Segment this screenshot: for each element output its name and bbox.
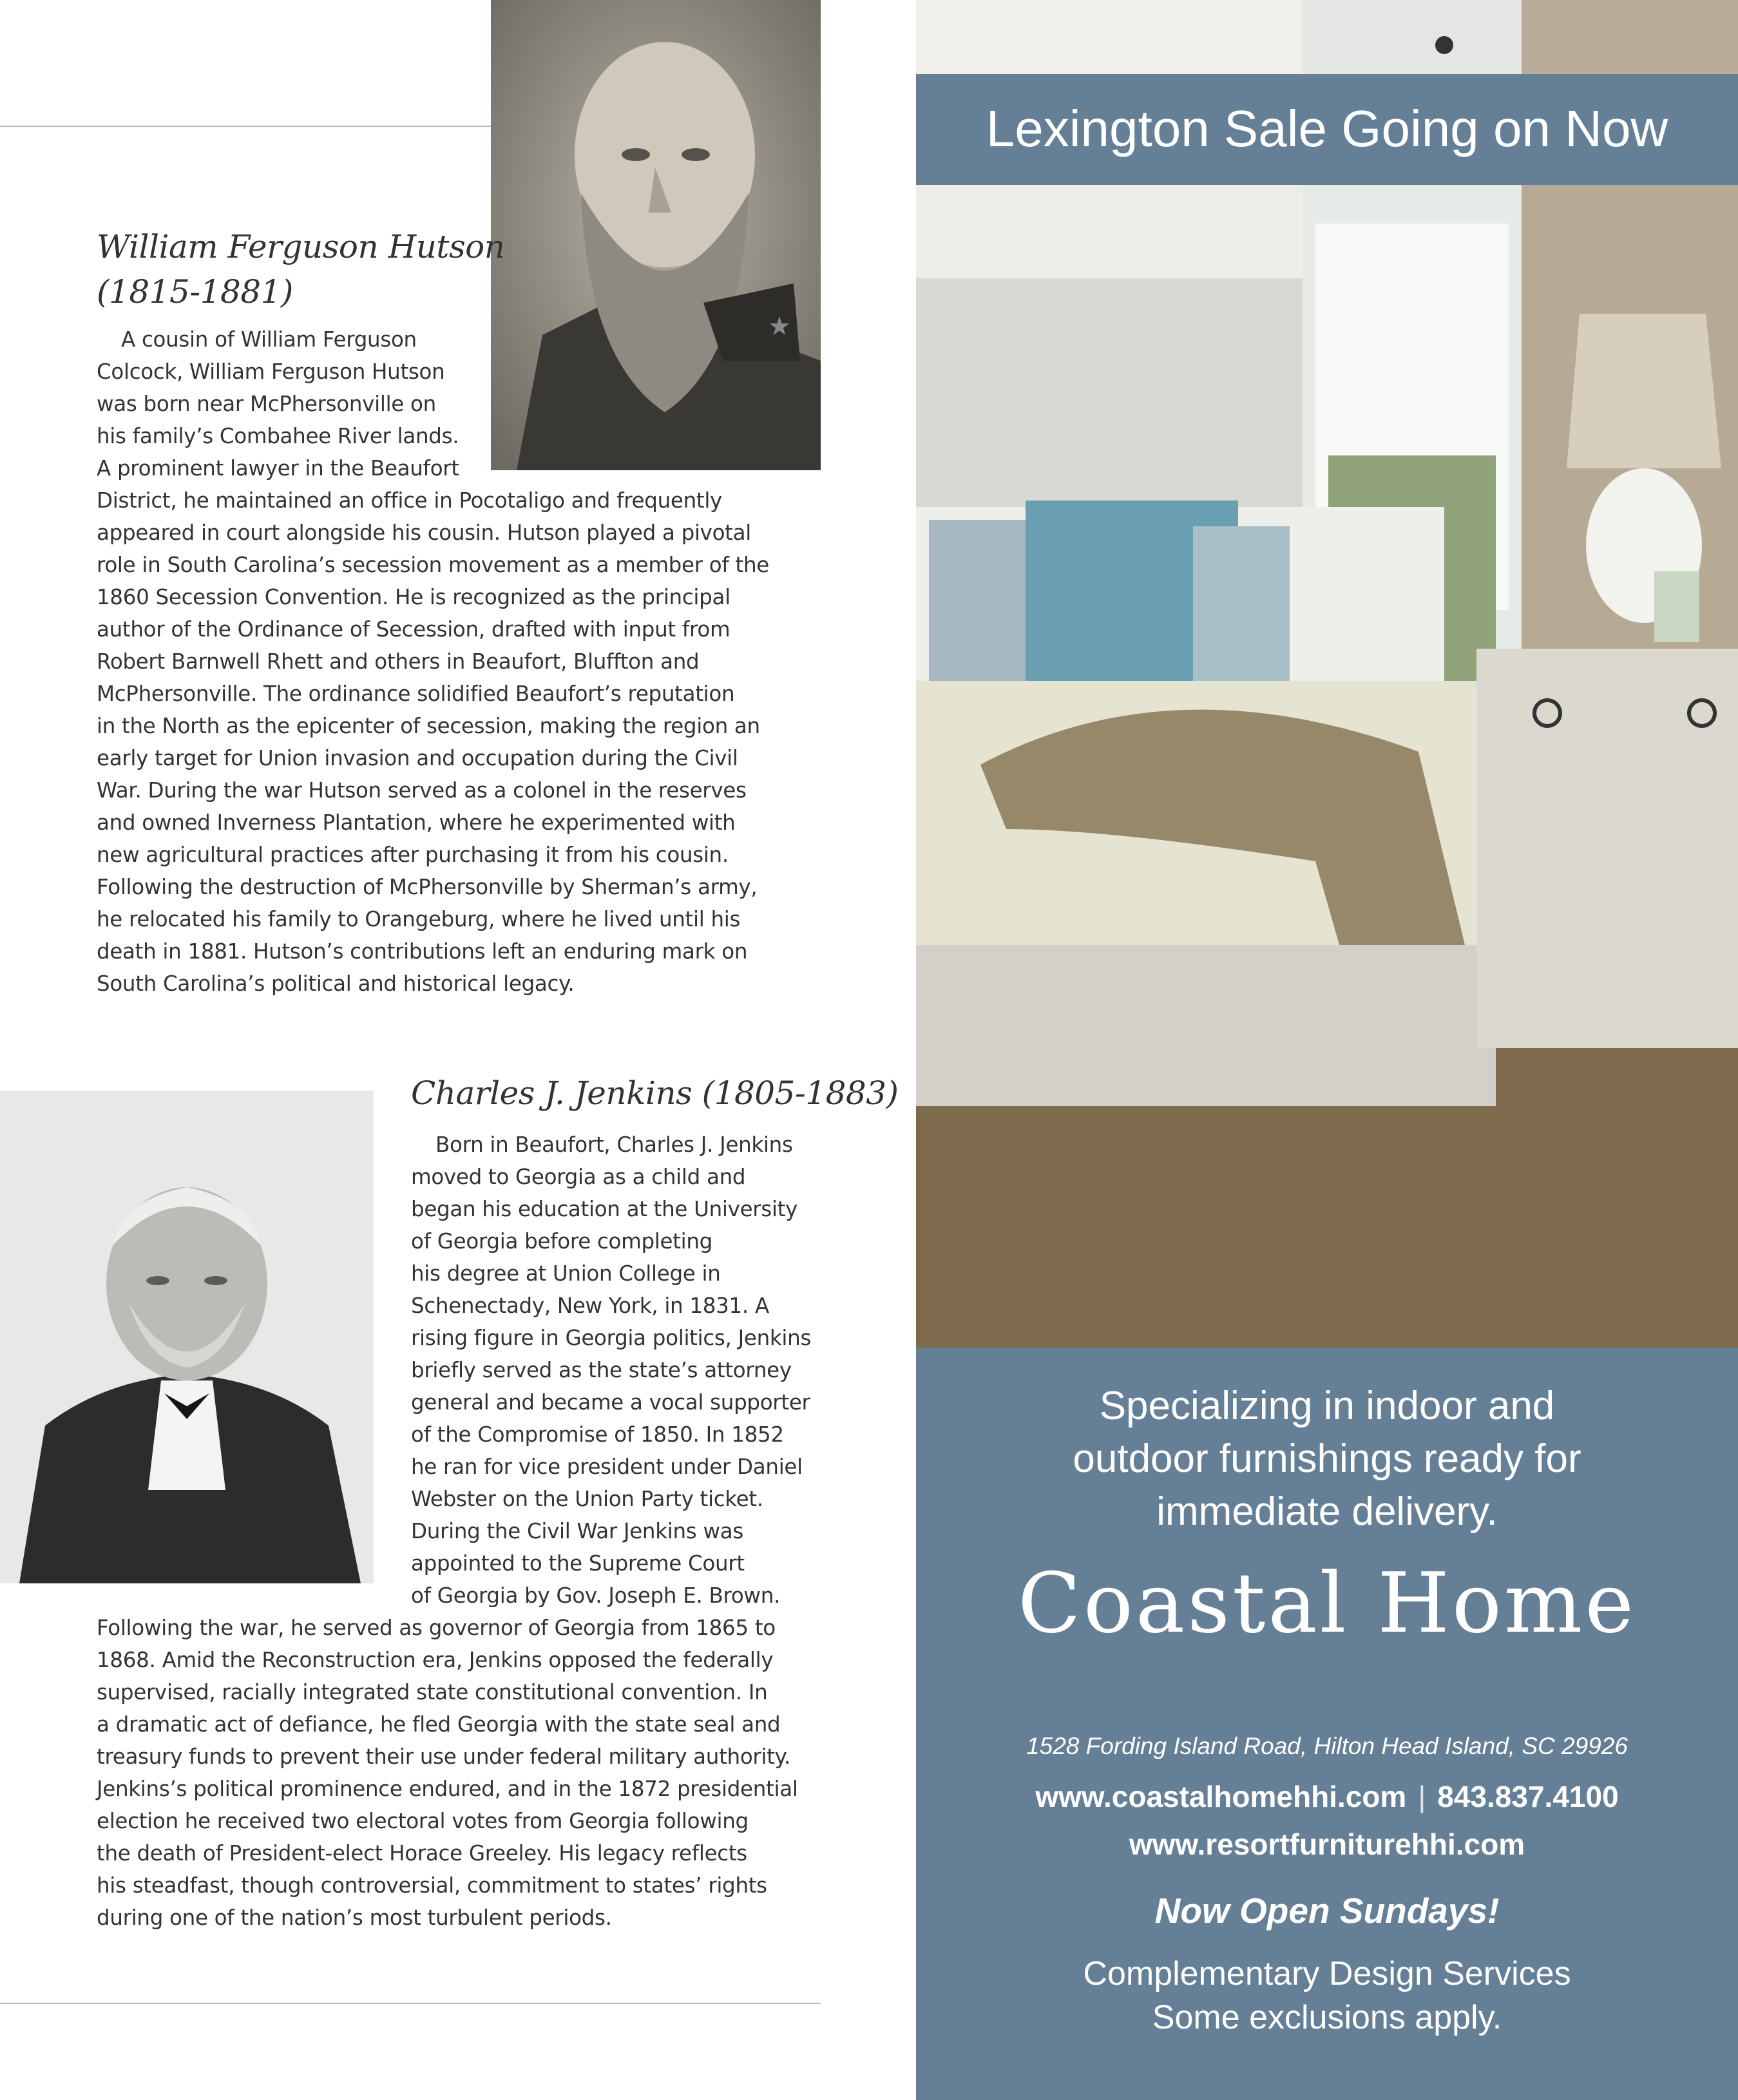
text-line: general and became a vocal supporter: [411, 1390, 810, 1415]
text-line: During the Civil War Jenkins was: [411, 1519, 743, 1543]
text-line: Robert Barnwell Rhett and others in Beaufort, Bluffton and: [97, 649, 700, 674]
text-line: District, he maintained an office in Pocotaligo and frequently: [97, 488, 722, 513]
coastal-home-logo: Coastal Home: [1017, 1556, 1637, 1652]
tagline-line: Specializing in indoor and: [1099, 1384, 1555, 1428]
text-line: death in 1881. Hutson’s contributions left an enduring mark on: [97, 939, 748, 964]
text-line: 1860 Secession Convention. He is recognized as the principal: [97, 585, 731, 609]
text-line: Schenectady, New York, in 1831. A: [411, 1293, 769, 1318]
text-line: a dramatic act of defiance, he fled Georgia with the state seal and: [97, 1712, 781, 1737]
text-line: role in South Carolina’s secession movement as a member of the: [97, 553, 769, 577]
top-divider: [0, 126, 491, 127]
text-line: McPhersonville. The ordinance solidified Beaufort’s reputation: [97, 682, 735, 706]
hutson-dates: (1815-1881): [97, 273, 293, 310]
text-line: A prominent lawyer in the Beaufort: [97, 456, 459, 481]
text-line: briefly served as the state’s attorney: [411, 1358, 792, 1382]
text-line: was born near McPhersonville on: [97, 392, 436, 416]
text-line: of the Compromise of 1850. In 1852: [411, 1422, 784, 1447]
text-line: and owned Inverness Plantation, where he experimented with: [97, 810, 736, 835]
text-line: began his education at the University: [411, 1197, 798, 1221]
contact-separator: |: [1418, 1780, 1426, 1813]
jenkins-name: Charles J. Jenkins (1805-1883): [411, 1074, 899, 1112]
text-line: rising figure in Georgia politics, Jenkins: [411, 1326, 812, 1350]
text-line: supervised, racially integrated state constitutional convention. In: [97, 1680, 768, 1704]
jenkins-biography-continued: [97, 1612, 798, 1934]
services-line: Complementary Design Services: [1083, 1955, 1571, 1992]
text-line: South Carolina’s political and historical legacy.: [97, 971, 575, 996]
text-line: moved to Georgia as a child and: [411, 1165, 746, 1189]
hutson-name: [97, 224, 504, 314]
text-line: Following the destruction of McPhersonville by Sherman’s army,: [97, 875, 758, 899]
jenkins-biography: [411, 1129, 811, 1612]
services-line: Some exclusions apply.: [1152, 1999, 1502, 2036]
website-link[interactable]: www.coastalhomehhi.com: [1035, 1780, 1407, 1813]
design-services: [916, 1952, 1738, 2039]
text-line: he relocated his family to Orangeburg, where he lived until his: [97, 907, 741, 931]
text-line: appointed to the Supreme Court: [411, 1551, 745, 1576]
coastal-home-advertisement[interactable]: [916, 0, 1738, 2100]
text-line: treasury funds to prevent their use under federal military authority.: [97, 1744, 790, 1769]
text-line: A cousin of William Ferguson: [121, 327, 417, 352]
text-line: War. During the war Hutson served as a colonel in the reserves: [97, 778, 747, 803]
bottom-divider: [0, 2003, 821, 2004]
text-line: during one of the nation’s most turbulent periods.: [97, 1905, 612, 1930]
ad-tagline: [916, 1380, 1738, 1538]
tagline-line: immediate delivery.: [1156, 1489, 1498, 1534]
store-address: 1528 Fording Island Road, Hilton Head Island, SC 29926: [1026, 1733, 1628, 1759]
ad-photo-top-strip: [916, 0, 1738, 74]
text-line: the death of President-elect Horace Greeley. His legacy reflects: [97, 1841, 747, 1866]
text-line: Following the war, he served as governor of Georgia from 1865 to: [97, 1616, 776, 1640]
text-line: of Georgia before completing: [411, 1229, 713, 1254]
phone-number[interactable]: 843.837.4100: [1437, 1780, 1619, 1813]
text-line: new agricultural practices after purchasing it from his cousin.: [97, 843, 729, 867]
text-line: Webster on the Union Party ticket.: [411, 1487, 763, 1511]
text-line: early target for Union invasion and occupation during the Civil: [97, 746, 738, 770]
text-line: his degree at Union College in: [411, 1261, 721, 1286]
text-line: appeared in court alongside his cousin. Hutson played a pivotal: [97, 520, 751, 545]
text-line: his steadfast, though controversial, commitment to states’ rights: [97, 1873, 767, 1898]
text-line: author of the Ordinance of Secession, drafted with input from: [97, 617, 731, 642]
text-line: election he received two electoral votes from Georgia following: [97, 1809, 749, 1833]
text-line: he ran for vice president under Daniel: [411, 1455, 803, 1479]
text-line: his family’s Combahee River lands.: [97, 424, 459, 448]
text-line: Jenkins’s political prominence endured, and in the 1872 presidential: [97, 1777, 798, 1801]
jenkins-portrait: [0, 1091, 374, 1583]
text-line: of Georgia by Gov. Joseph E. Brown.: [411, 1583, 781, 1608]
hutson-name-text: William Ferguson Hutson: [97, 228, 505, 265]
resort-website-link[interactable]: www.resortfurniturehhi.com: [1129, 1828, 1525, 1861]
text-line: Born in Beaufort, Charles J. Jenkins: [435, 1132, 793, 1157]
ad-headline: Lexington Sale Going on Now: [986, 100, 1668, 157]
bedroom-photo: [916, 185, 1738, 1348]
hutson-biography: [97, 323, 769, 1000]
contact-line: [916, 1777, 1738, 1817]
text-line: 1868. Amid the Reconstruction era, Jenkins opposed the federally: [97, 1648, 774, 1672]
svg-text:★: ★: [768, 312, 791, 341]
text-line: Colcock, William Ferguson Hutson: [97, 359, 445, 384]
text-line: in the North as the epicenter of secession, making the region an: [97, 714, 760, 738]
open-sundays: Now Open Sundays!: [1154, 1891, 1500, 1931]
tagline-line: outdoor furnishings ready for: [1073, 1437, 1581, 1481]
